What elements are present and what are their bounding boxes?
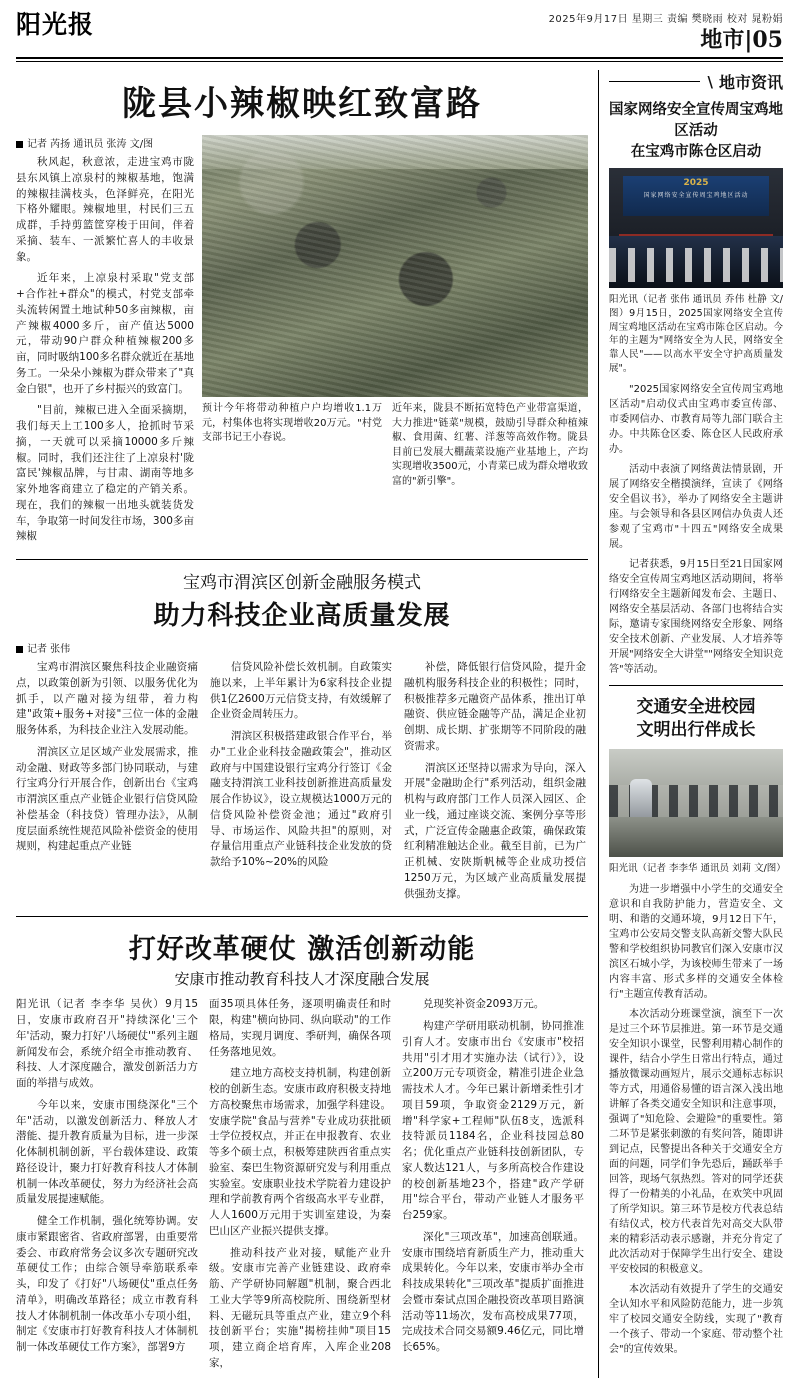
paragraph: 近年来，上凉泉村采取"党支部+合作社+群众"的模式，村党支部牵头流转闲置土地试种50多亩辣椒，亩产辣椒4000多斤，亩产值达5000元，带动90户群众种植辣椒200多亩，同时吸纳100多名群众就近在基地务工。一朵朵小辣椒为群众带来了"真金白银"，也开了乡村振兴的致富门。: [16, 272, 194, 395]
square-bullet-icon: [16, 646, 23, 653]
article3-headline: 打好改革硬仗 激活创新动能: [128, 934, 476, 966]
page-number: 05: [752, 27, 783, 53]
paragraph: 渭滨区还坚持以需求为导向，深入开展"金融助企行"系列活动，组织金融机构与政府部门工作人员深入园区、企业一线，通过座谈交流、案例分享等形式，广泛宣传金融惠企政策，确保政策红利精准触达企业。截至目前，已为广正机械、安陕斯帆械等企业成功授信1250万元，为区域产业高质量发展提供强劲支撑。: [404, 761, 586, 900]
masthead-rule-thin: [16, 61, 783, 62]
rail-news1-byline: 阳光讯（记者 张伟 通讯员 乔伟 杜静 文/图）9月15日，2025国家网络安全宣传周宝鸡地区活动在宝鸡市陈仓区启动。今年的主题为"网络安全为人民，网络安全靠人民"——以高水平安全守护高质量发展"。: [609, 294, 783, 374]
paragraph: "目前，辣椒已进入全面采摘期，我们每天上工100多人，抢抓时节采摘，一天就可以采摘10000多斤辣椒。同时，我们还注往了上凉泉村'陇富民'辣椒品牌，与甘肃、湖南等地多家外地客商建立了稳定的产销关系。现在，我们的辣椒一出地头就装货发车，争取第一时间发往市场，300多亩辣椒: [16, 404, 194, 543]
paragraph: 记者获悉，9月15日至21日国家网络安全宣传周宝鸡地区活动期间，将举行网络安全主题新闻发布会、主题日、网络安全基层活动、各部门也将结合实际，邀请专家围绕网络安全形象、网络安全技术创新、产业发展、人才培养等开展"网络安全大讲堂""网络安全知识竞答"等活动。: [609, 558, 783, 675]
page-body: [16, 70, 786, 1378]
rail-news1-headline-line2: 在宝鸡市陈仓区启动: [630, 143, 762, 161]
article3-col: [402, 997, 584, 1377]
rail-news2-byline: 阳光讯（记者 李李华 通讯员 刘莉 文/图）: [609, 863, 786, 875]
article3-subhead: 安康市推动教育科技人才深度融合发展: [174, 970, 430, 989]
byline-text: 记者 芮扬 通讯员 张涛 文/图: [27, 139, 154, 150]
paragraph: 面35项具体任务，逐项明确责任和时限，构建"横向协同、纵向联动"的工作格局，实现月调度、季研判，确保各项任务落地见效。: [209, 998, 391, 1058]
article3-columns: [16, 997, 588, 1377]
slash-icon: \: [707, 72, 713, 91]
article2-shoulder: 宝鸡市渭滨区创新金融服务模式: [183, 573, 421, 593]
article2-columns: [16, 660, 588, 908]
lead-article-top: [16, 135, 588, 551]
paragraph: 宝鸡市渭滨区聚焦科技企业融资痛点，以政策创新为引领、以服务优化为抓手，以产融对接为纽带，着力构建"政策+服务+对接"三位一体的金融服务体系，为科技企业注入发展动能。: [16, 661, 198, 736]
photo-caption: 预计今年将带动种植户户均增收1.1万元，村集体也将实现增收20万元。"村党支部书记王小春说。: [202, 403, 382, 443]
photo-caption-cont: 近年来，陇县不断拓宽特色产业带富渠道，大力推进"链菜"规模，鼓励引导群众种植辣椒、食用菌、红薯、洋葱等高效作物。陇县目前已发展大棚蔬菜设施产业基地上，产均实现增收3500元，小青菜已成为群众增收致富的"新引擎"。: [392, 403, 588, 487]
paragraph: 补偿，降低银行信贷风险，提升金融机构服务科技企业的积极性；同时，积极推荐多元融资产品体系，推出订单融资、供应链金融等产品，满足企业初创期、成长期、扩张期等不同阶段的融资需求。: [404, 661, 586, 752]
photo-banner-year: 2025: [683, 178, 709, 189]
lead-photo-block: [202, 135, 588, 551]
photo-floor: [609, 817, 783, 857]
sidebar: [598, 70, 786, 1378]
issue-date: 2025年9月17日 星期三 责编 樊晓雨 校对 晁粉娟: [548, 14, 783, 25]
photo-stage-banner: [623, 176, 769, 216]
school-traffic-safety-photo: [609, 749, 783, 857]
paragraph: 健全工作机制，强化统筹协调。安康市紧跟密省、省政府部署，由重要常委会、市政府常务会议多次专题研究改革硬仗工作；由综合领导牵筋联系牵头，印发了《打好"八场硬仗"重点任务清单》，明确改革路径；成立市教育科技人才体制机制一体改革小专项小组，制定《安康市打好教育科技人才体制机制一体改革硬仗工作方案》，部署9方: [16, 1215, 198, 1353]
paragraph: 阳光讯（记者 李李华 吴伙）9月15日，安康市政府召开"持续深化'三个年'活动，聚力打好'八场硬仗'"系列主题新闻发布会，系统介绍全市推动教育、科技、人才深度融合，激发创新活力方面的举措与成效。: [16, 998, 198, 1089]
lead-article-text: [16, 135, 194, 551]
paragraph: 活动中表演了网络黄法情景剧，开展了网络安全楷摸演绎，宣读了《网络安全倡议书》，举办了网络安全主题讲座。与会领导和各县区网信办负责人还参观了宝鸡市"十四五"网络安全成果展。: [609, 463, 783, 550]
newspaper-logo: 阳光报: [16, 10, 95, 39]
rail-news1-headline-line1: 国家网络安全宣传周宝鸡地区活动: [609, 101, 783, 140]
article2-byline-text: 记者 张伟: [27, 644, 71, 655]
paragraph: "2025国家网络安全宣传周宝鸡地区活动"启动仪式由宝鸡市委宣传部、市委网信办、市教育局等九部门联合主办。中共陈仓区委、陈仓区人民政府承办。: [609, 383, 783, 455]
photo-banner-text: 国家网络安全宣传周宝鸡地区活动: [643, 192, 749, 200]
photo-sky: [202, 135, 588, 169]
article2-headline: 助力科技企业高质量发展: [153, 601, 451, 631]
paragraph: 深化"三项改革"，加速高创联通。安康市围绕培育新质生产力，推动重大成果转化。今年以来，安康市举办全市科技成果转化"三项改革"提质扩面推进会暨市秦试点国企融投资改革项目路演活动等11场次，发布高校成果77项，完成技术合同交易额9.46亿元，同比增长65%。: [402, 1230, 584, 1353]
section-divider: [16, 916, 588, 917]
rail-news2-headline-line2: 文明出行伴成长: [636, 720, 756, 741]
article3-col: [209, 997, 391, 1377]
masthead-rule-thick: [16, 57, 783, 59]
sidebar-title: [609, 70, 783, 93]
masthead-right: [549, 10, 783, 51]
section-divider: [16, 559, 588, 560]
article2-col: [404, 660, 586, 908]
article2-col: [16, 660, 198, 908]
main-column: [16, 70, 588, 1378]
paragraph: 信贷风险补偿长效机制。自政策实施以来，上半年累计为6家科技企业提供1亿2600万元信贷支持，有效缓解了企业资金周转压力。: [210, 661, 392, 721]
rail-news2-headline: [609, 696, 783, 744]
article3-col: [16, 997, 198, 1377]
rule-line: [609, 81, 700, 82]
square-bullet-icon: [16, 141, 23, 148]
masthead: [16, 10, 783, 53]
paragraph: 今年以来，安康市围绕深化"三个年"活动，以激发创新活力、释放人才潜能、提升教育质量为目标，进一步深化体制机制创新，平台载体建设、政策路径设计，聚力打好教育科技人才体制机制一体改革硬仗，努力为经济社会高质量发展提速赋能。: [16, 1098, 198, 1206]
paragraph: 构建产学研用联动机制，协同推准引育人才。安康市出台《安康市"校招共用"引才用才实施办法（试行）》，设立200万元专项资金，精准引进企业急需技术人才。今年已累计新增柔性引才项目59项，争取资金2129万元，新增"科学家+工程师"队伍8支，选派科技特派员1184名，企业科技园总80名；优化重点产业链科技创新团队，专家人数达121人，与多所高校合作建设的校创新基地23个，搭建"政产学研用"综合平台，带动产业链人才服务平台259家。: [402, 1020, 584, 1221]
chili-field-photo: [202, 135, 588, 397]
photo-people: [609, 248, 783, 282]
section-label: 地市|05: [700, 27, 783, 53]
paragraph: 建立地方高校支持机制，构建创新校的创新生态。安康市政府积极支持地方高校聚焦市场需求，加强学科建设。安康学院"食品与营养"专业成功获批硕士学位授权点，并正在申报教育、农业等多个硕士点，积极筹建陕西省重点实验室、秦巴生物资源研究发与利用重点实验室。安康职业技术学院着力建设护理和学前教育两个省级高水平专业群，人人1600万元用于实训室建设，为秦巴山区产业振兴提供支撑。: [209, 1067, 391, 1237]
article2-col: [210, 660, 392, 908]
cybersecurity-event-photo: [609, 168, 783, 288]
paragraph: 为进一步增强中小学生的交通安全意识和自我防护能力，营造安全、文明、和谐的交通环境，9月12日下午，宝鸡市公安局交警支队高新交警大队民警和学校组织协同教官们深入安康市汉滨区石城小学，为该校师生带来了一场内容丰富、形式多样的交通安全体检行"主题宣传教育活动。: [609, 884, 783, 1000]
paragraph: 渭滨区立足区域产业发展需求，推动金融、财政等多部门协同联动，与建行宝鸡分行开展合作，创新出台《宝鸡市渭滨区重点产业链企业银行信贷风险补偿基金（科技贷）管理办法》，从制度层面系统性规范风险补偿资金的使用规则，构建起重点产业链: [16, 745, 198, 853]
rail-news1-headline: [609, 99, 783, 162]
section-name: 地市: [700, 27, 745, 53]
paragraph: 秋风起，秋意浓，走进宝鸡市陇县东风镇上凉泉村的辣椒基地，饱满的辣椒挂满枝头，色泽鲜亮，在阳光下格外耀眼。辣椒地里，村民们三五成群，手持剪篮筐穿梭于田间，伴着采摘、装车、一派繁忙喜人的丰收景象。: [16, 156, 194, 263]
paragraph: 兑现奖补资金2093万元。: [423, 998, 545, 1011]
article2-byline: [16, 640, 588, 655]
rail-news2-headline-line1: 交通安全进校园: [636, 696, 756, 717]
byline: [16, 135, 194, 150]
sidebar-divider: [609, 685, 783, 686]
paragraph: 本次活动有效提升了学生的交通安全认知水平和风险防范能力，进一步筑牢了校园交通安全防线，实现了"教育一个孩子、带动一个家庭、带动整个社会"的宣传效果。: [609, 1284, 783, 1355]
paragraph: 推动科技产业对接，赋能产业升级。安康市完善产业链建设、政府牵筋、产学研协同解题"机制，聚合西北工业大学等9所高校院所、围绕新型材料、无磁玩具等重点产业，建立9个科技创新平台；实施"揭榜挂帅"项目15项，建立商企培育库，入库企业208家，: [209, 1246, 391, 1369]
sidebar-title-text: 地市资讯: [718, 73, 783, 92]
paragraph: 本次活动分班课堂演，演至下一次是过三个环节层推进。第一环节是交通安全知识小课堂，民警利用精心制作的课件，结合小学生日常出行特点，通过播放微课动画短片，展示交通标志标识等方式，用通俗易懂的语言深入浅出地讲解了各类交通安全知识和注意事项，强调了"知危险、会避险"的重要性。第二环节是紧张刺激的有奖问答，随即讲到记点，民警提出各种关于交通安全方面的问题，同学们争先恐后，踊跃举手回答，现场气氛热烈。答对的同学还获得了一份精美的小礼品，在欢笑中巩固了所学知识。第三环节是校方代表总结有结仪式，校方代表首先对高交大队带来的精彩活动表示感谢，并充分肯定了此次活动对于保障学生出行安全、建设平安校园的积极意义。: [609, 1009, 783, 1275]
paragraph: 渭滨区积极搭建政银合作平台，举办"工业企业科技金融政策会"，推动区政府与中国建设银行宝鸡分行签订《金融支持渭滨工业科技创新推进高质量发展合作协议》，设立规模达1000万元的信贷风险补偿资金池；通过"政府引导、市场运作、风险共担"的原则，对存量信用重点产业链科技企业发放的贷款给予10%~20%的风险: [210, 730, 392, 868]
page-title: 陇县小辣椒映红致富路: [122, 84, 482, 124]
